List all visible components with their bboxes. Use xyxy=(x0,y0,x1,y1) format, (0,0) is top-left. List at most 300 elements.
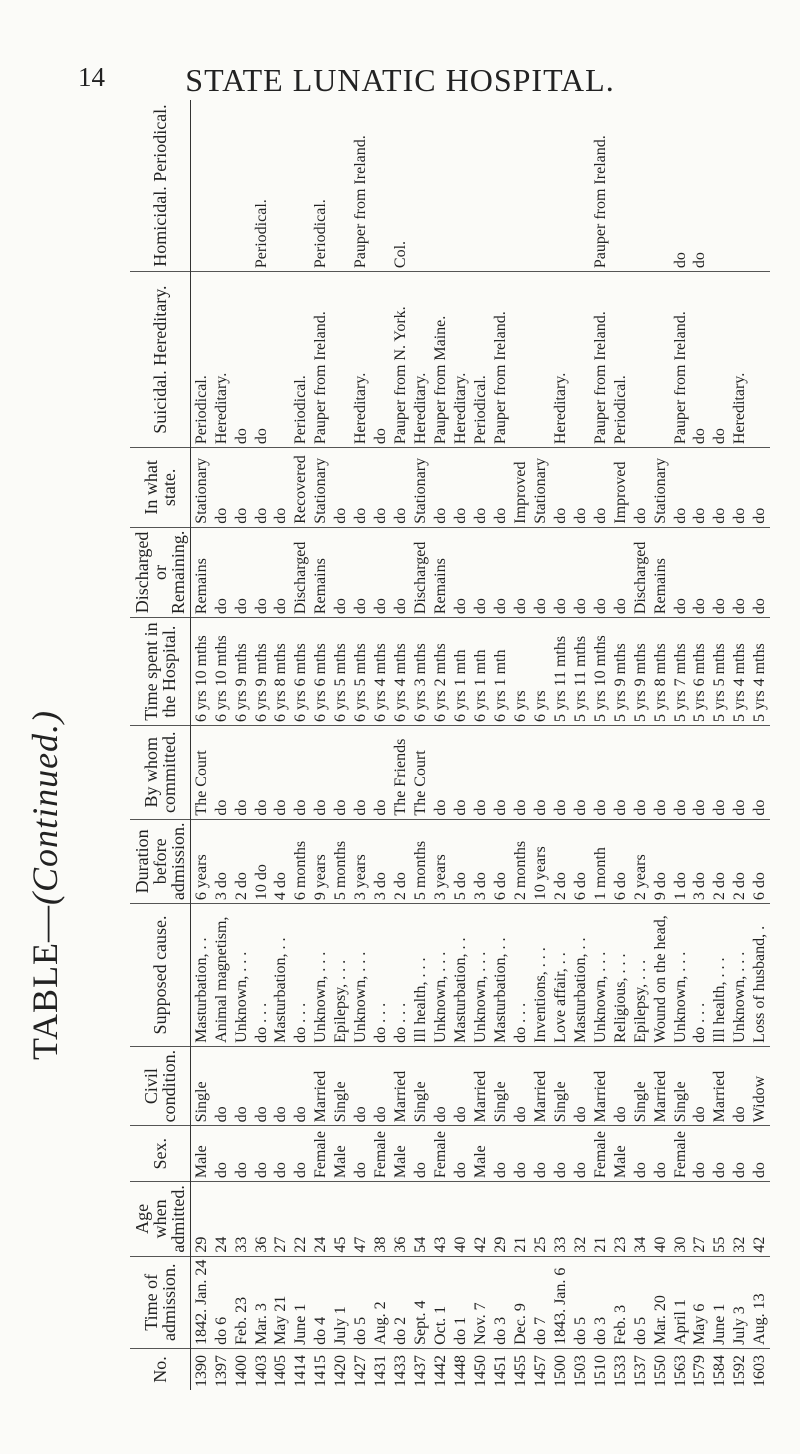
table-cell-age: 38 xyxy=(371,1182,391,1256)
table-cell-notes2 xyxy=(231,100,251,272)
table-cell-disc: Remains xyxy=(650,527,670,617)
table-cell-whom: do xyxy=(750,725,770,819)
column-header: Homicidal. Periodical. xyxy=(130,100,191,272)
table-cell-notes2 xyxy=(191,100,212,272)
table-cell-cause: Epilepsy, . . . xyxy=(630,904,650,1047)
table-row xyxy=(730,100,750,1390)
table-cell-notes xyxy=(530,272,550,448)
table-cell-notes: Pauper from Ireland. xyxy=(670,272,690,448)
table-cell-spent: 6 yrs 1 mth xyxy=(471,618,491,726)
table-row xyxy=(211,100,231,1390)
table-cell-time: Sept. 4 xyxy=(411,1256,431,1348)
table-cell-age: 42 xyxy=(471,1182,491,1256)
table-row xyxy=(710,100,730,1390)
table-cell-time: May 21 xyxy=(271,1256,291,1348)
table-row xyxy=(690,100,710,1390)
table-cell-no: 1420 xyxy=(332,1355,350,1387)
column-header: Duration before admission. xyxy=(130,819,191,904)
table-cell-dur: 6 do xyxy=(570,819,590,904)
table-cell-civil: Married xyxy=(590,1046,610,1126)
table-cell-cause: Masturbation, . . xyxy=(490,904,510,1047)
table-cell-state: do xyxy=(251,448,271,528)
table-cell-notes: Periodical. xyxy=(610,272,630,448)
table-cell-sex: Male xyxy=(610,1126,630,1182)
table-cell-sex: do xyxy=(251,1126,271,1182)
table-cell-disc: do xyxy=(231,527,251,617)
table-cell-spent: 5 yrs 4 mths xyxy=(730,618,750,726)
table-cell-notes2 xyxy=(271,100,291,272)
table-cell-time: June 1 xyxy=(291,1256,311,1348)
table-cell-dur: 3 years xyxy=(431,819,451,904)
table-cell-age: 32 xyxy=(730,1182,750,1256)
table-cell-state: Stationary xyxy=(650,448,670,528)
table-cell-time: Mar. 20 xyxy=(650,1256,670,1348)
table-cell-time: July 3 xyxy=(730,1256,750,1348)
table-cell-disc: Remains xyxy=(431,527,451,617)
table-cell-age: 34 xyxy=(630,1182,650,1256)
table-cell-spent: 5 yrs 11 mths xyxy=(570,618,590,726)
table-cell-whom: do xyxy=(590,725,610,819)
table-cell-spent: 5 yrs 9 mths xyxy=(630,618,650,726)
table-cell-sex: Female xyxy=(431,1126,451,1182)
table-cell-disc: do xyxy=(490,527,510,617)
table-cell-age: 33 xyxy=(550,1182,570,1256)
table-cell-age: 27 xyxy=(271,1182,291,1256)
table-cell-no: 1451 xyxy=(491,1355,509,1387)
table-cell-age: 29 xyxy=(490,1182,510,1256)
table-cell-dur: 2 do xyxy=(231,819,251,904)
table-cell-no: 1457 xyxy=(531,1355,549,1387)
table-cell-dur: 6 do xyxy=(750,819,770,904)
table-cell-no: 1510 xyxy=(591,1355,609,1387)
table-cell-whom: do xyxy=(690,725,710,819)
table-cell-no: 1448 xyxy=(452,1355,470,1387)
table-cell-sex: do xyxy=(710,1126,730,1182)
table-cell-no: 1405 xyxy=(272,1355,290,1387)
table-cell-whom: do xyxy=(271,725,291,819)
table-cell-sex: do xyxy=(650,1126,670,1182)
table-cell-cause: do . . . xyxy=(690,904,710,1047)
table-cell-dur: 9 do xyxy=(650,819,670,904)
table-cell-whom: The Court xyxy=(411,725,431,819)
table-cell-notes2: Pauper from Ireland. xyxy=(590,100,610,272)
table-cell-disc: do xyxy=(391,527,411,617)
table-cell-civil: Married xyxy=(471,1046,491,1126)
table-cell-civil: Single xyxy=(550,1046,570,1126)
table-cell-disc: do xyxy=(271,527,291,617)
table-cell-state: do xyxy=(211,448,231,528)
records-table xyxy=(130,100,770,1390)
table-cell-no: 1537 xyxy=(631,1355,649,1387)
table-cell-notes2 xyxy=(471,100,491,272)
table-cell-civil: do xyxy=(510,1046,530,1126)
table-cell-state: do xyxy=(351,448,371,528)
table-cell-sex: do xyxy=(411,1126,431,1182)
table-cell-dur: 2 do xyxy=(550,819,570,904)
table-cell-notes: Pauper from Ireland. xyxy=(311,272,331,448)
table-cell-notes xyxy=(271,272,291,448)
table-cell-spent: 5 yrs 11 mths xyxy=(550,618,570,726)
table-title-prefix: TABLE— xyxy=(25,904,65,1061)
table-row xyxy=(271,100,291,1390)
table-row xyxy=(471,100,491,1390)
table-cell-time: Aug. 2 xyxy=(371,1256,391,1348)
table-row xyxy=(311,100,331,1390)
table-cell-spent: 6 yrs 1 mth xyxy=(451,618,471,726)
table-cell-civil: do xyxy=(251,1046,271,1126)
table-cell-civil: Single xyxy=(331,1046,351,1126)
table-cell-state: do xyxy=(231,448,251,528)
table-cell-age: 33 xyxy=(231,1182,251,1256)
table-cell-notes xyxy=(750,272,770,448)
table-cell-civil: do xyxy=(271,1046,291,1126)
table-cell-age: 29 xyxy=(191,1182,212,1256)
table-cell-whom: do xyxy=(550,725,570,819)
column-header: Time of admission. xyxy=(130,1256,191,1348)
table-cell-spent: 5 yrs 9 mths xyxy=(610,618,630,726)
table-cell-time: Feb. 23 xyxy=(231,1256,251,1348)
table-cell-time: June 1 xyxy=(710,1256,730,1348)
table-cell-no: 1503 xyxy=(571,1355,589,1387)
table-title xyxy=(10,650,80,1120)
table-cell-age: 22 xyxy=(291,1182,311,1256)
table-cell-no: 1500 xyxy=(551,1355,569,1387)
table-cell-sex: Male xyxy=(331,1126,351,1182)
table-cell-notes2 xyxy=(211,100,231,272)
table-cell-cause: Unknown, . . . xyxy=(471,904,491,1047)
table-cell-disc: do xyxy=(690,527,710,617)
table-cell-cause: Masturbation, . . xyxy=(271,904,291,1047)
table-cell-spent: 6 yrs 2 mths xyxy=(431,618,451,726)
table-cell-no: 1414 xyxy=(292,1355,310,1387)
table-title-continued: (Continued.) xyxy=(25,709,65,905)
table-cell-whom: do xyxy=(510,725,530,819)
table-cell-notes: do xyxy=(710,272,730,448)
table-cell-time: do 5 xyxy=(351,1256,371,1348)
table-cell-no: 1403 xyxy=(252,1355,270,1387)
table-cell-disc: do xyxy=(351,527,371,617)
table-cell-no: 1592 xyxy=(731,1355,749,1387)
table-cell-time: do 7 xyxy=(530,1256,550,1348)
table-cell-no: 1415 xyxy=(312,1355,330,1387)
table-cell-civil: do xyxy=(231,1046,251,1126)
table-cell-time: do 5 xyxy=(570,1256,590,1348)
table-header-row xyxy=(130,100,191,1390)
table-cell-dur: 10 years xyxy=(530,819,550,904)
table-cell-disc: do xyxy=(371,527,391,617)
table-cell-age: 42 xyxy=(750,1182,770,1256)
table-cell-sex: do xyxy=(730,1126,750,1182)
table-cell-whom: do xyxy=(630,725,650,819)
page-number: 14 xyxy=(78,62,105,92)
table-cell-no: 1579 xyxy=(691,1355,709,1387)
table-cell-dur: 6 years xyxy=(191,819,212,904)
table-cell-disc: do xyxy=(331,527,351,617)
table-cell-sex: Female xyxy=(590,1126,610,1182)
table-cell-spent: 6 yrs 6 mths xyxy=(291,618,311,726)
table-cell-dur: 2 do xyxy=(391,819,411,904)
table-cell-dur: 5 months xyxy=(331,819,351,904)
table-cell-time: Dec. 9 xyxy=(510,1256,530,1348)
table-cell-cause: do . . . xyxy=(371,904,391,1047)
table-cell-dur: 2 do xyxy=(730,819,750,904)
table-cell-sex: Male xyxy=(391,1126,411,1182)
table-cell-whom: do xyxy=(610,725,630,819)
table-cell-notes2: Pauper from Ireland. xyxy=(351,100,371,272)
table-cell-cause: Love affair, . . xyxy=(550,904,570,1047)
table-cell-sex: do xyxy=(550,1126,570,1182)
table-cell-age: 24 xyxy=(311,1182,331,1256)
table-cell-dur: 2 do xyxy=(710,819,730,904)
table-cell-age: 36 xyxy=(251,1182,271,1256)
table-cell-whom: do xyxy=(331,725,351,819)
table-cell-whom: do xyxy=(311,725,331,819)
table-cell-sex: do xyxy=(351,1126,371,1182)
records-table-container xyxy=(130,100,770,1390)
table-cell-notes2 xyxy=(431,100,451,272)
table-cell-cause: Masturbation, . . xyxy=(191,904,212,1047)
table-cell-dur: 4 do xyxy=(271,819,291,904)
table-cell-age: 25 xyxy=(530,1182,550,1256)
table-cell-disc: Remains xyxy=(311,527,331,617)
table-cell-spent: 5 yrs 5 mths xyxy=(710,618,730,726)
table-cell-whom: do xyxy=(451,725,471,819)
table-cell-notes2 xyxy=(630,100,650,272)
table-cell-dur: 6 do xyxy=(490,819,510,904)
table-cell-notes2 xyxy=(730,100,750,272)
table-cell-whom: do xyxy=(431,725,451,819)
table-cell-dur: 9 years xyxy=(311,819,331,904)
table-cell-notes2 xyxy=(530,100,550,272)
table-cell-age: 43 xyxy=(431,1182,451,1256)
table-cell-notes: Periodical. xyxy=(191,272,212,448)
table-cell-cause: do . . . xyxy=(291,904,311,1047)
table-cell-notes2 xyxy=(750,100,770,272)
table-cell-dur: 3 do xyxy=(211,819,231,904)
table-cell-spent: 6 yrs 1 mth xyxy=(490,618,510,726)
table-cell-whom: do xyxy=(471,725,491,819)
table-cell-spent: 6 yrs 4 mths xyxy=(391,618,411,726)
table-cell-dur: 3 years xyxy=(351,819,371,904)
table-cell-time: do 3 xyxy=(490,1256,510,1348)
table-cell-state: do xyxy=(331,448,351,528)
table-cell-age: 21 xyxy=(510,1182,530,1256)
table-cell-whom: do xyxy=(211,725,231,819)
table-cell-sex: do xyxy=(271,1126,291,1182)
table-cell-sex: do xyxy=(690,1126,710,1182)
table-cell-sex: do xyxy=(510,1126,530,1182)
table-cell-notes xyxy=(650,272,670,448)
table-row xyxy=(650,100,670,1390)
table-cell-time: 1843. Jan. 6 xyxy=(550,1256,570,1348)
table-row xyxy=(610,100,630,1390)
table-cell-spent: 5 yrs 7 mths xyxy=(670,618,690,726)
table-cell-civil: Single xyxy=(191,1046,212,1126)
table-row xyxy=(371,100,391,1390)
table-cell-cause: do . . . xyxy=(391,904,411,1047)
table-cell-spent: 5 yrs 6 mths xyxy=(690,618,710,726)
table-cell-state: do xyxy=(730,448,750,528)
table-cell-age: 27 xyxy=(690,1182,710,1256)
table-cell-spent: 5 yrs 4 mths xyxy=(750,618,770,726)
table-row xyxy=(490,100,510,1390)
table-cell-time: do 4 xyxy=(311,1256,331,1348)
table-cell-civil: do xyxy=(431,1046,451,1126)
table-row xyxy=(391,100,411,1390)
table-cell-sex: Female xyxy=(311,1126,331,1182)
column-header: By whom committed. xyxy=(130,725,191,819)
table-cell-notes: Hereditary. xyxy=(451,272,471,448)
table-cell-notes2: Col. xyxy=(391,100,411,272)
table-cell-whom: do xyxy=(231,725,251,819)
table-cell-sex: do xyxy=(570,1126,590,1182)
table-cell-spent: 6 yrs 4 mths xyxy=(371,618,391,726)
table-row xyxy=(550,100,570,1390)
table-cell-sex: do xyxy=(630,1126,650,1182)
table-row xyxy=(431,100,451,1390)
table-cell-cause: Animal magnetism, xyxy=(211,904,231,1047)
table-cell-sex: Male xyxy=(471,1126,491,1182)
table-cell-cause: Unknown, . . . xyxy=(431,904,451,1047)
table-cell-sex: do xyxy=(231,1126,251,1182)
table-cell-notes2 xyxy=(490,100,510,272)
table-cell-civil: do xyxy=(690,1046,710,1126)
table-cell-sex: Male xyxy=(191,1126,212,1182)
table-cell-disc: Discharged xyxy=(411,527,431,617)
table-cell-time: 1842. Jan. 24 xyxy=(191,1256,212,1348)
table-cell-civil: do xyxy=(351,1046,371,1126)
table-cell-state: do xyxy=(451,448,471,528)
table-cell-time: Feb. 3 xyxy=(610,1256,630,1348)
table-cell-whom: do xyxy=(371,725,391,819)
table-cell-state: do xyxy=(710,448,730,528)
table-cell-time: Oct. 1 xyxy=(431,1256,451,1348)
table-cell-notes: Hereditary. xyxy=(411,272,431,448)
table-cell-age: 30 xyxy=(670,1182,690,1256)
table-cell-civil: do xyxy=(451,1046,471,1126)
table-cell-spent: 5 yrs 8 mths xyxy=(650,618,670,726)
table-row xyxy=(590,100,610,1390)
table-cell-cause: Inventions, . . . xyxy=(530,904,550,1047)
table-cell-cause: Unknown, . . . xyxy=(231,904,251,1047)
table-cell-state: do xyxy=(590,448,610,528)
table-cell-dur: 2 years xyxy=(630,819,650,904)
table-cell-whom: do xyxy=(291,725,311,819)
table-cell-sex: do xyxy=(291,1126,311,1182)
table-cell-dur: 1 do xyxy=(670,819,690,904)
table-cell-cause: Religious, . . . xyxy=(610,904,630,1047)
table-cell-time: do 3 xyxy=(590,1256,610,1348)
table-row xyxy=(570,100,590,1390)
table-cell-notes2 xyxy=(550,100,570,272)
table-cell-disc: do xyxy=(570,527,590,617)
table-cell-age: 36 xyxy=(391,1182,411,1256)
table-cell-whom: The Friends xyxy=(391,725,411,819)
table-cell-dur: 10 do xyxy=(251,819,271,904)
table-cell-age: 47 xyxy=(351,1182,371,1256)
table-cell-whom: do xyxy=(730,725,750,819)
table-cell-spent: 6 yrs xyxy=(510,618,530,726)
table-row xyxy=(251,100,271,1390)
table-row xyxy=(451,100,471,1390)
table-cell-civil: Married xyxy=(710,1046,730,1126)
table-cell-age: 54 xyxy=(411,1182,431,1256)
table-cell-no: 1442 xyxy=(432,1355,450,1387)
table-cell-state: Recovered xyxy=(291,448,311,528)
table-cell-civil: do xyxy=(610,1046,630,1126)
table-cell-notes: Hereditary. xyxy=(730,272,750,448)
table-cell-notes: Pauper from Ireland. xyxy=(590,272,610,448)
table-cell-disc: Discharged xyxy=(291,527,311,617)
table-cell-disc: do xyxy=(750,527,770,617)
table-cell-notes: Hereditary. xyxy=(351,272,371,448)
column-header: No. xyxy=(130,1348,191,1390)
table-cell-notes2 xyxy=(570,100,590,272)
table-cell-whom: do xyxy=(650,725,670,819)
table-cell-notes: do xyxy=(371,272,391,448)
table-cell-no: 1550 xyxy=(651,1355,669,1387)
table-cell-spent: 6 yrs 3 mths xyxy=(411,618,431,726)
table-cell-notes2 xyxy=(650,100,670,272)
table-row xyxy=(191,100,212,1390)
column-header: Supposed cause. xyxy=(130,904,191,1047)
table-cell-state: do xyxy=(550,448,570,528)
table-cell-state: do xyxy=(271,448,291,528)
table-cell-notes: Periodical. xyxy=(291,272,311,448)
table-cell-age: 40 xyxy=(650,1182,670,1256)
running-head: STATE LUNATIC HOSPITAL. xyxy=(185,62,615,98)
table-row xyxy=(630,100,650,1390)
table-cell-sex: do xyxy=(451,1126,471,1182)
table-cell-state: do xyxy=(750,448,770,528)
table-cell-disc: do xyxy=(730,527,750,617)
table-cell-notes xyxy=(510,272,530,448)
table-cell-age: 45 xyxy=(331,1182,351,1256)
table-row xyxy=(291,100,311,1390)
table-cell-civil: do xyxy=(570,1046,590,1126)
table-cell-disc: do xyxy=(510,527,530,617)
table-cell-disc: Discharged xyxy=(630,527,650,617)
table-cell-cause: Loss of husband, . xyxy=(750,904,770,1047)
table-cell-civil: do xyxy=(371,1046,391,1126)
table-cell-cause: Masturbation, . . xyxy=(451,904,471,1047)
table-cell-state: Stationary xyxy=(530,448,550,528)
table-cell-notes: Periodical. xyxy=(471,272,491,448)
table-cell-age: 55 xyxy=(710,1182,730,1256)
table-cell-dur: 1 month xyxy=(590,819,610,904)
table-cell-cause: Unknown, . . . xyxy=(590,904,610,1047)
table-cell-notes xyxy=(630,272,650,448)
table-cell-age: 32 xyxy=(570,1182,590,1256)
table-cell-dur: 2 months xyxy=(510,819,530,904)
table-cell-dur: 3 do xyxy=(371,819,391,904)
table-cell-disc: do xyxy=(710,527,730,617)
table-row xyxy=(411,100,431,1390)
table-cell-disc: do xyxy=(550,527,570,617)
table-row xyxy=(231,100,251,1390)
table-cell-spent: 6 yrs 10 mths xyxy=(191,618,212,726)
table-cell-age: 23 xyxy=(610,1182,630,1256)
table-cell-notes: do xyxy=(231,272,251,448)
table-cell-time: May 6 xyxy=(690,1256,710,1348)
table-cell-notes xyxy=(331,272,351,448)
table-cell-sex: do xyxy=(750,1126,770,1182)
table-cell-disc: do xyxy=(610,527,630,617)
table-cell-civil: Widow xyxy=(750,1046,770,1126)
table-cell-cause: Unknown, . . . xyxy=(730,904,750,1047)
table-cell-time: Nov. 7 xyxy=(471,1256,491,1348)
table-cell-no: 1433 xyxy=(392,1355,410,1387)
